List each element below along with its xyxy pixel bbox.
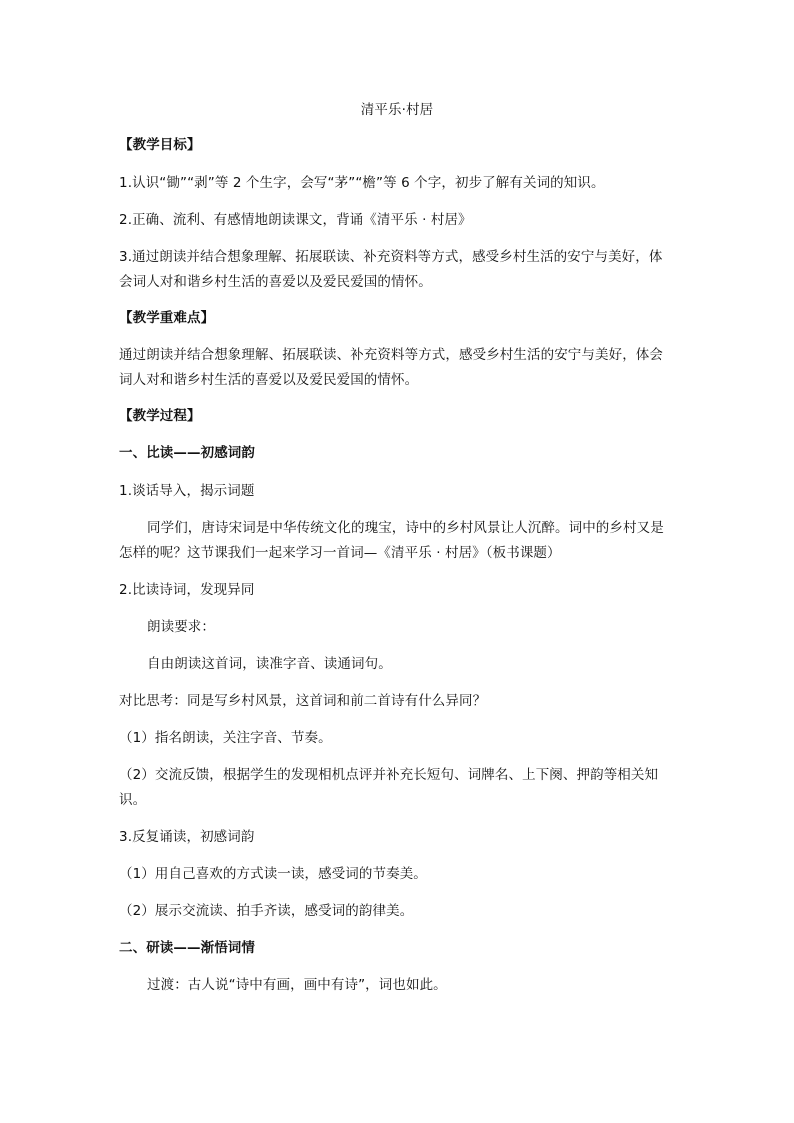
- free-reading: 自由朗读这首词，读准字音、读通词句。: [147, 656, 392, 672]
- key-points-line-2: 词人对和谐乡村生活的喜爱以及爱民爱国的情怀。: [119, 372, 419, 388]
- item-3: （1）用自己喜欢的方式读一读，感受词的节奏美。: [119, 866, 427, 882]
- step-1: 1.谈话导入，揭示词题: [119, 483, 255, 499]
- goal-3-line-2: 会词人对和谐乡村生活的喜爱以及爱民爱国的情怀。: [119, 274, 432, 290]
- part-2-heading: 二、研读——渐悟词情: [119, 940, 255, 956]
- goal-3-line-1: 3.通过朗读并结合想象理解、拓展联读、补充资料等方式，感受乡村生活的安宁与美好，体: [119, 249, 663, 265]
- item-2-line-2: 识。: [119, 792, 147, 808]
- step-1-paragraph-line-1: 同学们，唐诗宋词是中华传统文化的瑰宝，诗中的乡村风景让人沉醉。词中的乡村又是: [147, 520, 664, 536]
- document-title: 清平乐·村居: [360, 102, 434, 118]
- goal-1: 1.认识“锄”“剥”等 2 个生字，会写“茅”“檐”等 6 个字，初步了解有关词的知识。: [119, 175, 605, 191]
- step-1-paragraph-line-2: 怎样的呢？这节课我们一起来学习一首词—《清平乐 · 村居》（板书课题）: [119, 545, 561, 561]
- goals-heading: 【教学目标】: [119, 137, 201, 153]
- part-1-heading: 一、比读——初感词韵: [119, 445, 255, 461]
- compare-thinking: 对比思考：同是写乡村风景，这首词和前二首诗有什么异同？: [119, 693, 487, 709]
- step-2: 2.比读诗词，发现异同: [119, 582, 255, 598]
- item-1: （1）指名朗读，关注字音、节奏。: [119, 730, 332, 746]
- item-2-line-1: （2）交流反馈，根据学生的发现相机点评并补充长短句、词牌名、上下阕、押韵等相关知: [119, 767, 659, 783]
- transition: 过渡：古人说“诗中有画，画中有诗”，词也如此。: [147, 977, 447, 993]
- process-heading: 【教学过程】: [119, 408, 201, 424]
- key-points-heading: 【教学重难点】: [119, 310, 215, 326]
- goal-2: 2.正确、流利、有感情地朗读课文，背诵《清平乐 · 村居》: [119, 212, 472, 228]
- step-3: 3.反复诵读，初感词韵: [119, 829, 255, 845]
- item-4: （2）展示交流读、拍手齐读，感受词的韵律美。: [119, 903, 414, 919]
- reading-requirement: 朗读要求：: [147, 619, 215, 635]
- key-points-line-1: 通过朗读并结合想象理解、拓展联读、补充资料等方式，感受乡村生活的安宁与美好，体会: [119, 347, 663, 363]
